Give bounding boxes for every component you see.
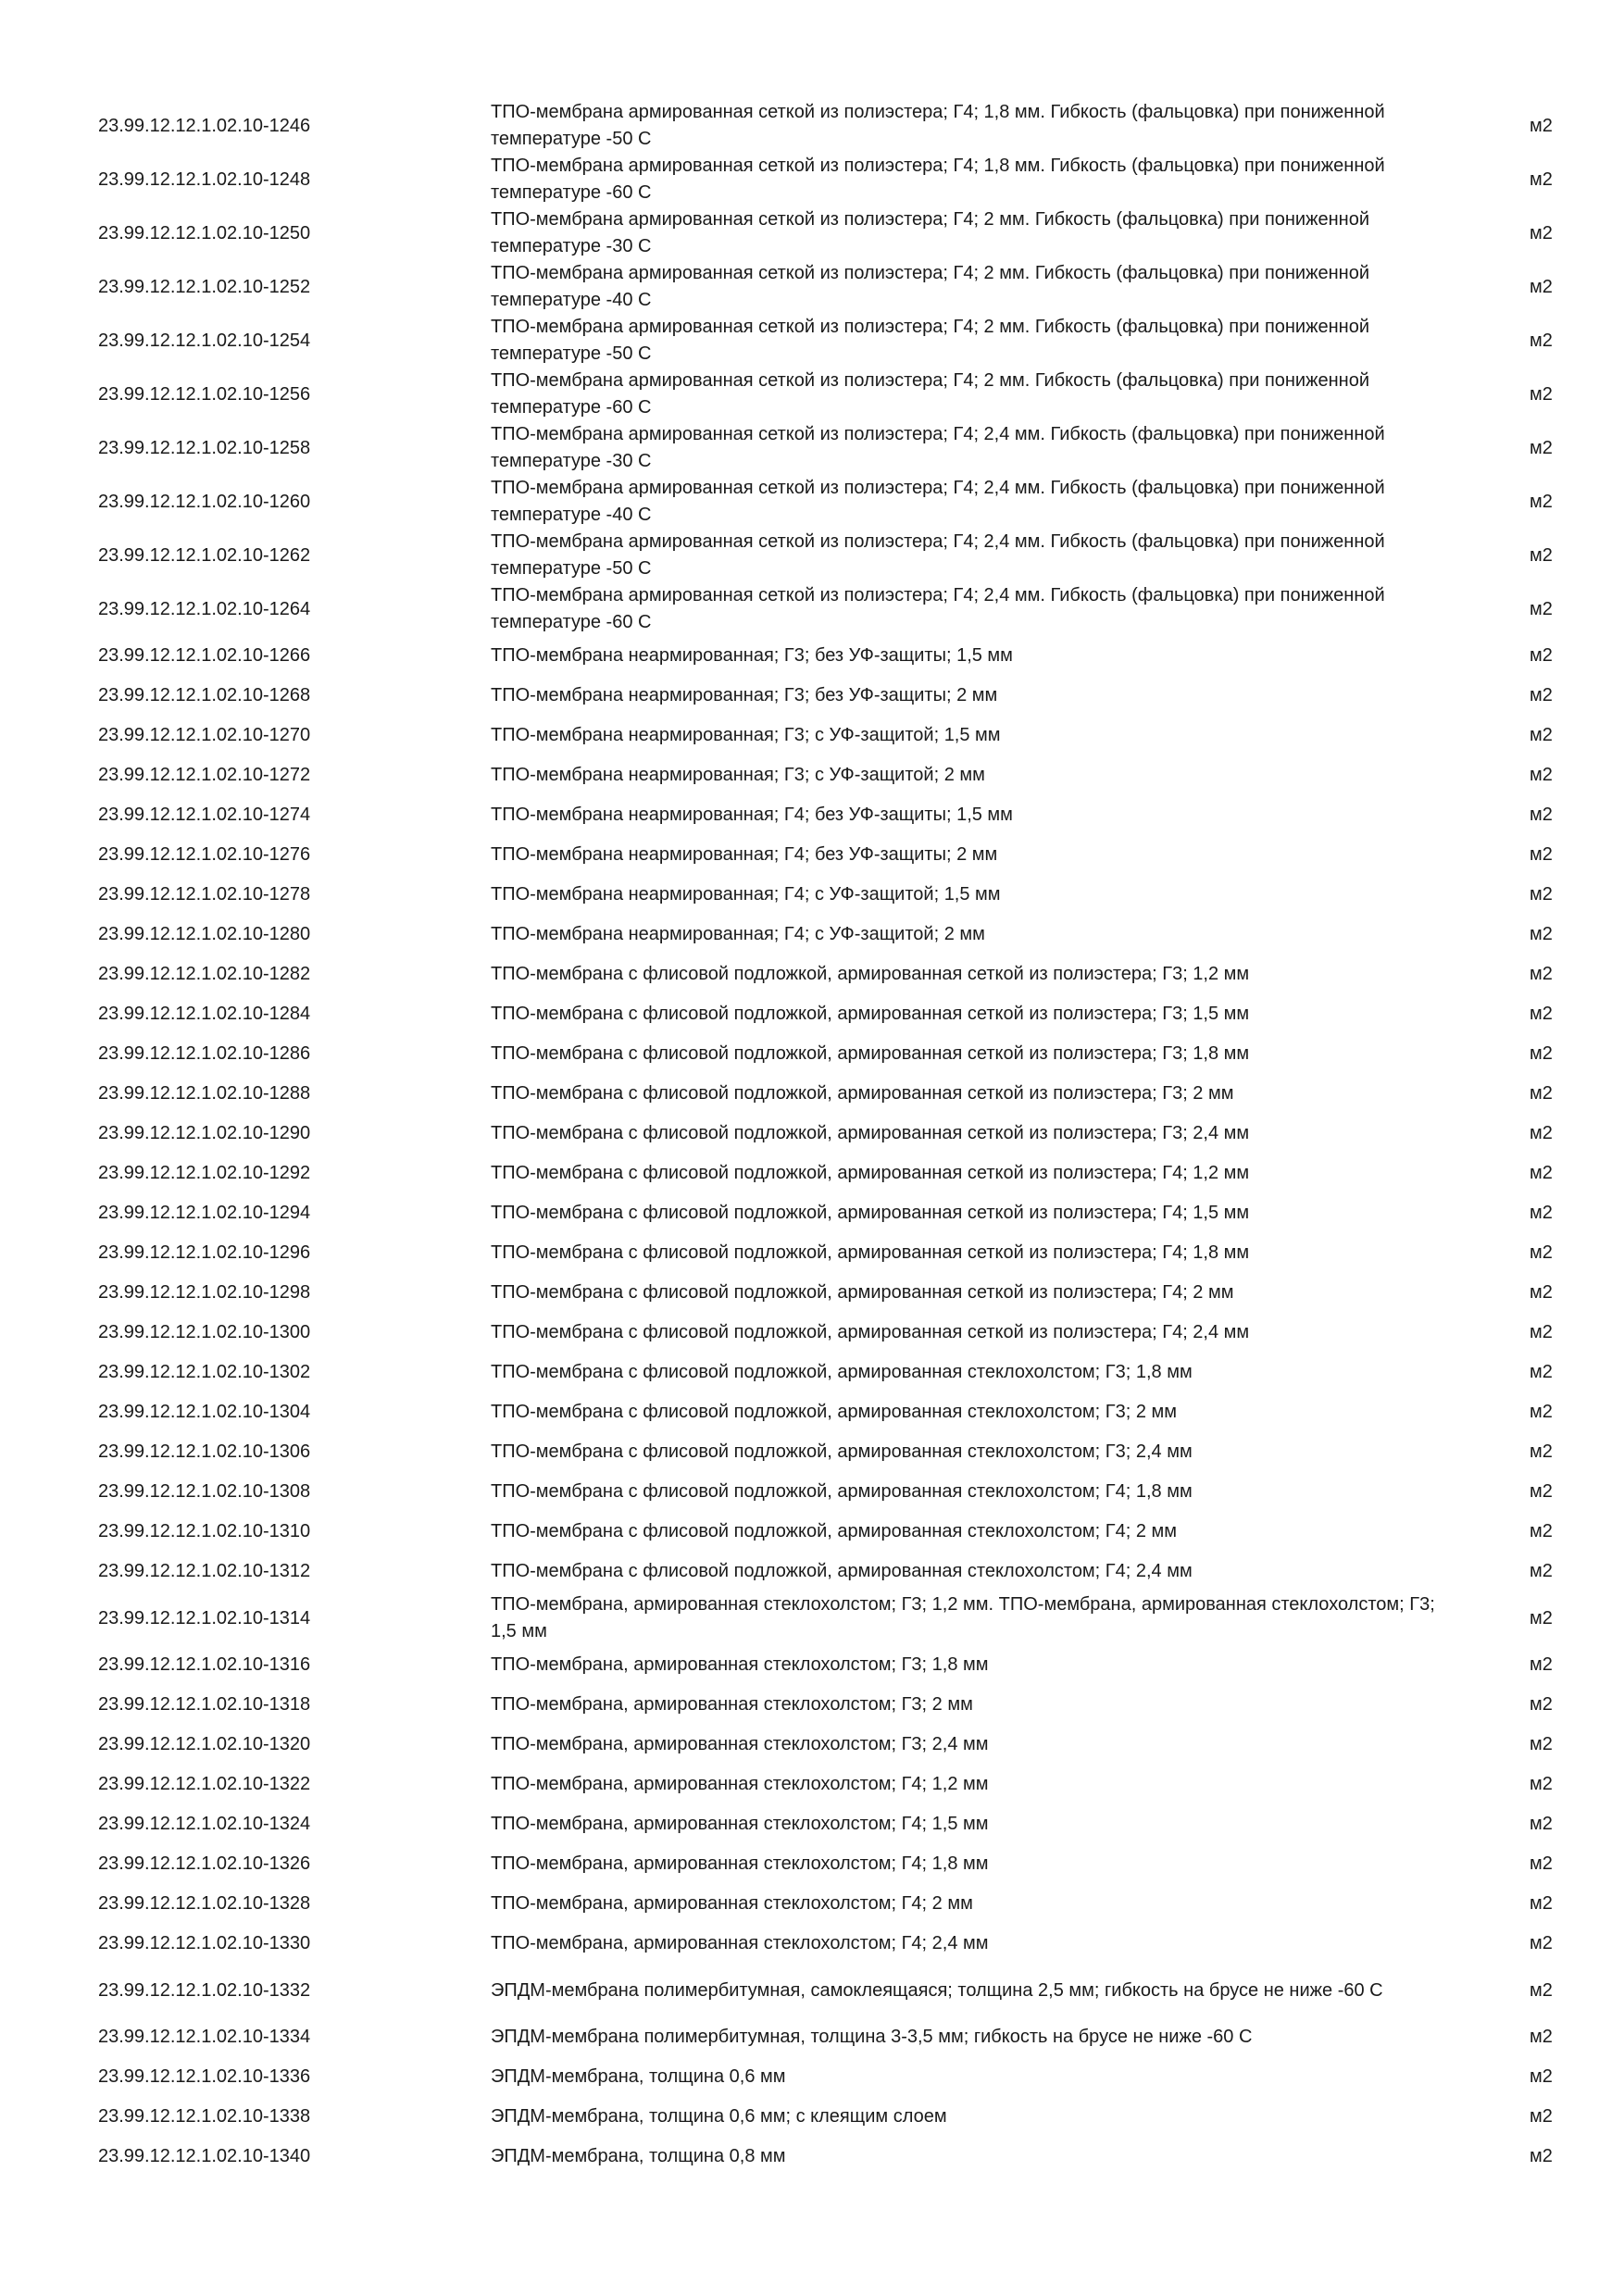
item-description: ТПО-мембрана с флисовой подложкой, армированная сеткой из полиэстера; Г3; 1,2 мм	[491, 964, 1250, 984]
item-description: ТПО-мембрана армированная сеткой из полиэстера; Г4; 2,4 мм. Гибкость (фальцовка) при пониженной температуре -60 С	[491, 585, 1385, 632]
item-unit: м2	[1530, 924, 1553, 944]
table-row	[0, 99, 1624, 153]
item-code: 23.99.12.12.1.02.10-1252	[98, 276, 311, 297]
item-unit: м2	[1530, 1521, 1553, 1541]
item-description: ТПО-мембрана, армированная стеклохолстом; Г3; 2 мм	[491, 1694, 973, 1715]
item-code: 23.99.12.12.1.02.10-1304	[98, 1402, 311, 1422]
table-row	[0, 206, 1624, 260]
item-description: ТПО-мембрана с флисовой подложкой, армированная сеткой из полиэстера; Г4; 2,4 мм	[491, 1322, 1250, 1342]
table-row	[0, 2097, 1624, 2137]
table-row	[0, 1765, 1624, 1804]
item-unit: м2	[1530, 645, 1553, 666]
table-row	[0, 1645, 1624, 1685]
table-row	[0, 582, 1624, 636]
item-description: ТПО-мембрана неармированная; Г4; без УФ-защиты; 2 мм	[491, 844, 998, 865]
item-description: ТПО-мембрана армированная сеткой из полиэстера; Г4; 2,4 мм. Гибкость (фальцовка) при пониженной температуре -50 С	[491, 531, 1385, 579]
item-description: ТПО-мембрана, армированная стеклохолстом; Г4; 2,4 мм	[491, 1933, 989, 1953]
item-unit: м2	[1530, 725, 1553, 745]
table-row	[0, 314, 1624, 368]
item-unit: м2	[1530, 2146, 1553, 2166]
item-code: 23.99.12.12.1.02.10-1290	[98, 1123, 311, 1143]
table-row	[0, 1154, 1624, 1193]
item-code: 23.99.12.12.1.02.10-1248	[98, 168, 311, 190]
item-code: 23.99.12.12.1.02.10-1276	[98, 844, 311, 865]
item-unit: м2	[1530, 222, 1553, 243]
item-description: ТПО-мембрана неармированная; Г3; без УФ-защиты; 2 мм	[491, 685, 998, 705]
item-description: ТПО-мембрана с флисовой подложкой, армированная сеткой из полиэстера; Г4; 1,8 мм	[491, 1242, 1250, 1263]
item-code: 23.99.12.12.1.02.10-1296	[98, 1242, 311, 1263]
item-description: ТПО-мембрана неармированная; Г4; без УФ-защиты; 1,5 мм	[491, 805, 1013, 825]
item-unit: м2	[1530, 1083, 1553, 1104]
item-code: 23.99.12.12.1.02.10-1250	[98, 222, 311, 243]
item-code: 23.99.12.12.1.02.10-1288	[98, 1083, 311, 1104]
item-code: 23.99.12.12.1.02.10-1332	[98, 1979, 311, 2001]
table-row	[0, 260, 1624, 314]
item-unit: м2	[1530, 1979, 1553, 2001]
item-code: 23.99.12.12.1.02.10-1282	[98, 964, 311, 984]
table-row	[0, 1392, 1624, 1432]
item-unit: м2	[1530, 1043, 1553, 1064]
item-code: 23.99.12.12.1.02.10-1318	[98, 1694, 311, 1715]
table-row	[0, 1685, 1624, 1725]
item-code: 23.99.12.12.1.02.10-1300	[98, 1322, 311, 1342]
table-row	[0, 1034, 1624, 1074]
item-code: 23.99.12.12.1.02.10-1266	[98, 645, 311, 666]
item-description: ТПО-мембрана неармированная; Г3; с УФ-защитой; 1,5 мм	[491, 725, 1001, 745]
item-unit: м2	[1530, 383, 1553, 405]
item-unit: м2	[1530, 1814, 1553, 1834]
item-code: 23.99.12.12.1.02.10-1308	[98, 1481, 311, 1502]
item-unit: м2	[1530, 1004, 1553, 1024]
table-row	[0, 1552, 1624, 1591]
item-description: ТПО-мембрана с флисовой подложкой, армированная сеткой из полиэстера; Г3; 1,5 мм	[491, 1004, 1250, 1024]
table-row	[0, 1472, 1624, 1512]
item-unit: м2	[1530, 964, 1553, 984]
table-row	[0, 1804, 1624, 1844]
item-code: 23.99.12.12.1.02.10-1264	[98, 598, 311, 619]
item-unit: м2	[1530, 1481, 1553, 1502]
item-unit: м2	[1530, 1561, 1553, 1581]
item-description: ТПО-мембрана неармированная; Г3; с УФ-защитой; 2 мм	[491, 765, 985, 785]
item-unit: м2	[1530, 1282, 1553, 1303]
item-unit: м2	[1530, 1853, 1553, 1874]
item-code: 23.99.12.12.1.02.10-1262	[98, 544, 311, 566]
item-unit: м2	[1530, 1123, 1553, 1143]
item-code: 23.99.12.12.1.02.10-1306	[98, 1441, 311, 1462]
item-code: 23.99.12.12.1.02.10-1258	[98, 437, 311, 458]
item-code: 23.99.12.12.1.02.10-1338	[98, 2106, 311, 2127]
table-row	[0, 636, 1624, 676]
item-description: ТПО-мембрана, армированная стеклохолстом; Г3; 1,8 мм	[491, 1654, 989, 1675]
item-unit: м2	[1530, 168, 1553, 190]
item-description: ТПО-мембрана с флисовой подложкой, армированная сеткой из полиэстера; Г3; 2 мм	[491, 1083, 1234, 1104]
item-code: 23.99.12.12.1.02.10-1322	[98, 1774, 311, 1794]
table-row	[0, 1233, 1624, 1273]
item-unit: м2	[1530, 1402, 1553, 1422]
table-row	[0, 676, 1624, 716]
item-description: ТПО-мембрана, армированная стеклохолстом; Г3; 1,2 мм. ТПО-мембрана, армированная стеклохолстом; Г3; 1,5 мм	[491, 1594, 1435, 1641]
item-code: 23.99.12.12.1.02.10-1286	[98, 1043, 311, 1064]
table-row	[0, 2057, 1624, 2097]
item-code: 23.99.12.12.1.02.10-1326	[98, 1853, 311, 1874]
item-description: ТПО-мембрана с флисовой подложкой, армированная стеклохолстом; Г4; 2,4 мм	[491, 1561, 1193, 1581]
item-unit: м2	[1530, 765, 1553, 785]
table-row	[0, 1193, 1624, 1233]
item-description: ТПО-мембрана армированная сеткой из полиэстера; Г4; 1,8 мм. Гибкость (фальцовка) при пониженной температуре -60 С	[491, 156, 1385, 203]
item-description: ТПО-мембрана, армированная стеклохолстом; Г4; 2 мм	[491, 1893, 973, 1914]
item-code: 23.99.12.12.1.02.10-1328	[98, 1893, 311, 1914]
item-description: ЭПДМ-мембрана полимербитумная, толщина 3-3,5 мм; гибкость на брусе не ниже -60 С	[491, 2027, 1253, 2047]
item-code: 23.99.12.12.1.02.10-1320	[98, 1734, 311, 1754]
item-code: 23.99.12.12.1.02.10-1316	[98, 1654, 311, 1675]
item-unit: м2	[1530, 1654, 1553, 1675]
item-code: 23.99.12.12.1.02.10-1324	[98, 1814, 311, 1834]
item-unit: м2	[1530, 685, 1553, 705]
item-code: 23.99.12.12.1.02.10-1268	[98, 685, 311, 705]
item-description: ЭПДМ-мембрана полимербитумная, самоклеящаяся; толщина 2,5 мм; гибкость на брусе не ниже -60 С	[491, 1979, 1383, 2001]
item-description: ТПО-мембрана с флисовой подложкой, армированная сеткой из полиэстера; Г4; 1,2 мм	[491, 1163, 1250, 1183]
table-row	[0, 716, 1624, 755]
table-row	[0, 755, 1624, 795]
table-row	[0, 1924, 1624, 1964]
table-row	[0, 1884, 1624, 1924]
table-row	[0, 1313, 1624, 1353]
item-description: ТПО-мембрана с флисовой подложкой, армированная стеклохолстом; Г4; 2 мм	[491, 1521, 1178, 1541]
item-description: ТПО-мембрана неармированная; Г4; с УФ-защитой; 1,5 мм	[491, 884, 1001, 905]
item-unit: м2	[1530, 276, 1553, 297]
table-row	[0, 1591, 1624, 1645]
item-description: ТПО-мембрана, армированная стеклохолстом; Г3; 2,4 мм	[491, 1734, 989, 1754]
item-description: ТПО-мембрана, армированная стеклохолстом; Г4; 1,2 мм	[491, 1774, 989, 1794]
table-row	[0, 835, 1624, 875]
item-code: 23.99.12.12.1.02.10-1280	[98, 924, 311, 944]
table-row	[0, 1844, 1624, 1884]
item-unit: м2	[1530, 491, 1553, 512]
item-code: 23.99.12.12.1.02.10-1294	[98, 1203, 311, 1223]
item-unit: м2	[1530, 1933, 1553, 1953]
item-description: ТПО-мембрана с флисовой подложкой, армированная сеткой из полиэстера; Г3; 1,8 мм	[491, 1043, 1250, 1064]
item-code: 23.99.12.12.1.02.10-1330	[98, 1933, 311, 1953]
item-description: ЭПДМ-мембрана, толщина 0,8 мм	[491, 2146, 786, 2166]
item-unit: м2	[1530, 1362, 1553, 1382]
item-description: ТПО-мембрана армированная сеткой из полиэстера; Г4; 2 мм. Гибкость (фальцовка) при пониженной температуре -40 С	[491, 263, 1369, 310]
item-code: 23.99.12.12.1.02.10-1284	[98, 1004, 311, 1024]
item-unit: м2	[1530, 1322, 1553, 1342]
item-unit: м2	[1530, 1694, 1553, 1715]
item-code: 23.99.12.12.1.02.10-1256	[98, 383, 311, 405]
item-unit: м2	[1530, 1774, 1553, 1794]
table-row	[0, 1114, 1624, 1154]
item-code: 23.99.12.12.1.02.10-1312	[98, 1561, 311, 1581]
item-unit: м2	[1530, 2027, 1553, 2047]
table-row	[0, 795, 1624, 835]
item-code: 23.99.12.12.1.02.10-1336	[98, 2066, 311, 2087]
item-description: ТПО-мембрана с флисовой подложкой, армированная стеклохолстом; Г3; 1,8 мм	[491, 1362, 1193, 1382]
table-row	[0, 994, 1624, 1034]
item-code: 23.99.12.12.1.02.10-1278	[98, 884, 311, 905]
table-row	[0, 368, 1624, 421]
item-unit: м2	[1530, 844, 1553, 865]
item-code: 23.99.12.12.1.02.10-1260	[98, 491, 311, 512]
table-row	[0, 915, 1624, 955]
item-unit: м2	[1530, 1163, 1553, 1183]
item-description: ТПО-мембрана с флисовой подложкой, армированная стеклохолстом; Г3; 2,4 мм	[491, 1441, 1193, 1462]
table-row	[0, 1964, 1624, 2017]
item-unit: м2	[1530, 598, 1553, 619]
item-description: ТПО-мембрана, армированная стеклохолстом; Г4; 1,5 мм	[491, 1814, 989, 1834]
item-description: ТПО-мембрана армированная сеткой из полиэстера; Г4; 2 мм. Гибкость (фальцовка) при пониженной температуре -60 С	[491, 370, 1369, 418]
item-description: ТПО-мембрана неармированная; Г3; без УФ-защиты; 1,5 мм	[491, 645, 1013, 666]
table-row	[0, 955, 1624, 994]
item-description: ТПО-мембрана неармированная; Г4; с УФ-защитой; 2 мм	[491, 924, 985, 944]
item-unit: м2	[1530, 544, 1553, 566]
table-row	[0, 1725, 1624, 1765]
item-description: ТПО-мембрана с флисовой подложкой, армированная сеткой из полиэстера; Г4; 2 мм	[491, 1282, 1234, 1303]
item-description: ТПО-мембрана с флисовой подложкой, армированная стеклохолстом; Г4; 1,8 мм	[491, 1481, 1193, 1502]
item-description: ТПО-мембрана армированная сеткой из полиэстера; Г4; 2,4 мм. Гибкость (фальцовка) при пониженной температуре -40 С	[491, 478, 1385, 525]
table-row	[0, 153, 1624, 206]
table-row	[0, 1074, 1624, 1114]
item-description: ТПО-мембрана армированная сеткой из полиэстера; Г4; 2,4 мм. Гибкость (фальцовка) при пониженной температуре -30 С	[491, 424, 1385, 471]
table-row	[0, 529, 1624, 582]
item-code: 23.99.12.12.1.02.10-1314	[98, 1607, 311, 1628]
table-row	[0, 875, 1624, 915]
item-description: ТПО-мембрана армированная сеткой из полиэстера; Г4; 2 мм. Гибкость (фальцовка) при пониженной температуре -50 С	[491, 317, 1369, 364]
item-description: ТПО-мембрана с флисовой подложкой, армированная сеткой из полиэстера; Г3; 2,4 мм	[491, 1123, 1250, 1143]
item-description: ТПО-мембрана с флисовой подложкой, армированная сеткой из полиэстера; Г4; 1,5 мм	[491, 1203, 1250, 1223]
item-unit: м2	[1530, 1893, 1553, 1914]
item-unit: м2	[1530, 115, 1553, 136]
item-code: 23.99.12.12.1.02.10-1302	[98, 1362, 311, 1382]
item-code: 23.99.12.12.1.02.10-1298	[98, 1282, 311, 1303]
table-row	[0, 421, 1624, 475]
item-description: ЭПДМ-мембрана, толщина 0,6 мм; с клеящим слоем	[491, 2106, 947, 2127]
table-row	[0, 475, 1624, 529]
item-code: 23.99.12.12.1.02.10-1270	[98, 725, 311, 745]
table-row	[0, 2017, 1624, 2057]
table-row	[0, 1353, 1624, 1392]
item-unit: м2	[1530, 805, 1553, 825]
item-unit: м2	[1530, 330, 1553, 351]
item-description: ТПО-мембрана армированная сеткой из полиэстера; Г4; 2 мм. Гибкость (фальцовка) при пониженной температуре -30 С	[491, 209, 1369, 256]
item-code: 23.99.12.12.1.02.10-1246	[98, 115, 311, 136]
item-description: ТПО-мембрана армированная сеткой из полиэстера; Г4; 1,8 мм. Гибкость (фальцовка) при пониженной температуре -50 С	[491, 102, 1385, 149]
table-row	[0, 1512, 1624, 1552]
item-unit: м2	[1530, 437, 1553, 458]
item-description: ТПО-мембрана с флисовой подложкой, армированная стеклохолстом; Г3; 2 мм	[491, 1402, 1178, 1422]
item-code: 23.99.12.12.1.02.10-1310	[98, 1521, 311, 1541]
item-code: 23.99.12.12.1.02.10-1340	[98, 2146, 311, 2166]
table-row	[0, 1273, 1624, 1313]
item-unit: м2	[1530, 1441, 1553, 1462]
item-unit: м2	[1530, 1734, 1553, 1754]
table-row	[0, 1432, 1624, 1472]
item-unit: м2	[1530, 884, 1553, 905]
item-unit: м2	[1530, 2066, 1553, 2087]
item-code: 23.99.12.12.1.02.10-1292	[98, 1163, 311, 1183]
item-description: ЭПДМ-мембрана, толщина 0,6 мм	[491, 2066, 786, 2087]
materials-table	[0, 99, 1624, 2177]
item-unit: м2	[1530, 1607, 1553, 1628]
item-unit: м2	[1530, 2106, 1553, 2127]
item-code: 23.99.12.12.1.02.10-1334	[98, 2027, 311, 2047]
item-code: 23.99.12.12.1.02.10-1254	[98, 330, 311, 351]
item-description: ТПО-мембрана, армированная стеклохолстом; Г4; 1,8 мм	[491, 1853, 989, 1874]
table-row	[0, 2137, 1624, 2177]
item-code: 23.99.12.12.1.02.10-1274	[98, 805, 311, 825]
item-unit: м2	[1530, 1242, 1553, 1263]
item-code: 23.99.12.12.1.02.10-1272	[98, 765, 311, 785]
item-unit: м2	[1530, 1203, 1553, 1223]
